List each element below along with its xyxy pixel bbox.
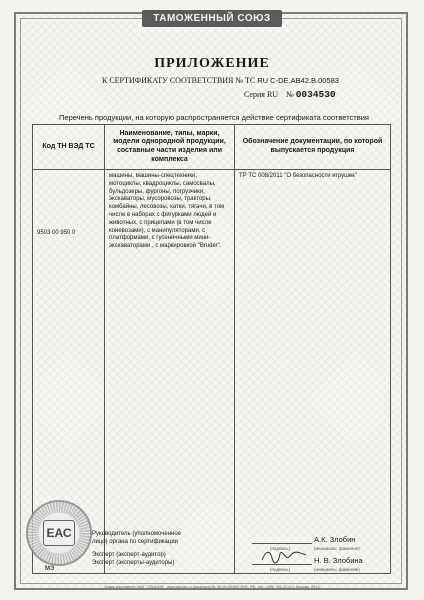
certificate-reference bbox=[102, 76, 402, 85]
header-doc: Обозначение документации, по которой выпускается продукция bbox=[235, 125, 391, 170]
head-signature-caption: (подпись) bbox=[270, 546, 291, 551]
certification-seal bbox=[26, 500, 92, 566]
certificate-number: RU C-DE.AB42.B.00583 bbox=[257, 76, 339, 85]
expert-name-caption: (инициалы, фамилия) bbox=[314, 567, 360, 572]
head-role-line1: Руководитель (уполномоченное bbox=[92, 531, 182, 537]
cell-name: машины, машины-спецтехники, мотоциклы, квадроциклы, самосвалы, бульдозеры, фургоны, погрузчики, экскаваторы, мусоровозы, тракторы, комбайны, лесовозы, катки, тягачи, в том числе в наборах с фигурками людей и животных, с прицепами (в том числе коневозами), с манипуляторами, с платформами, с гусеничными мини-экскаваторами , с маркировкой "Bruder". bbox=[105, 170, 235, 574]
expert-role-line2: Эксперт (эксперты-аудиторы) bbox=[92, 560, 175, 566]
table-header-row bbox=[33, 125, 391, 170]
serial-no-label: № bbox=[286, 90, 294, 99]
expert-role-line1: Эксперт (эксперт-аудитор) bbox=[92, 552, 166, 558]
header-name: Наименование, типы, марки, модели однородной продукции, составные части изделия или комплекса bbox=[105, 125, 235, 170]
handwritten-signature bbox=[260, 546, 310, 566]
series-label: Серия bbox=[244, 90, 265, 99]
certificate-series bbox=[244, 89, 404, 100]
seal-label: МЭ bbox=[45, 566, 55, 572]
product-table bbox=[32, 124, 391, 574]
eac-logo: ЕАС bbox=[43, 520, 75, 546]
expert-signature-caption: (подпись) bbox=[270, 567, 291, 572]
certificate-number-label: № ТС bbox=[235, 76, 256, 85]
certificate-prefix: К СЕРТИФИКАТУ СООТВЕТСТВИЯ bbox=[102, 76, 234, 85]
cell-doc: ТР ТС 008/2011 "О безопасности игрушек" bbox=[235, 170, 391, 574]
table-row bbox=[33, 170, 391, 574]
serial-number: 0034530 bbox=[295, 89, 336, 100]
head-signature-line bbox=[252, 543, 312, 544]
head-name: А.К. Злобин bbox=[314, 535, 356, 544]
head-name-caption: (инициалы, фамилия) bbox=[314, 546, 360, 551]
footer-print-info: Бланк изготовлен ЗАО "ОПЦИОН", www.opcion.ru (лицензия № 05-05-09/003 ФНС РФ, тел. (495) 726-47-42), Москва, 2013 bbox=[104, 585, 320, 589]
product-list-intro: Перечень продукции, на которую распространяется действие сертификата соответствия bbox=[59, 113, 369, 122]
series-value: RU bbox=[266, 90, 279, 99]
header-code: Код ТН ВЭД ТС bbox=[33, 125, 105, 170]
cell-code: 9503 00 950 0 bbox=[33, 170, 105, 574]
customs-union-banner: ТАМОЖЕННЫЙ СОЮЗ bbox=[142, 10, 282, 27]
expert-name: Н. В. Злобина bbox=[314, 556, 363, 565]
head-role-line2: лицо) органа по сертификации bbox=[92, 539, 179, 545]
page-title: ПРИЛОЖЕНИЕ bbox=[154, 56, 270, 71]
